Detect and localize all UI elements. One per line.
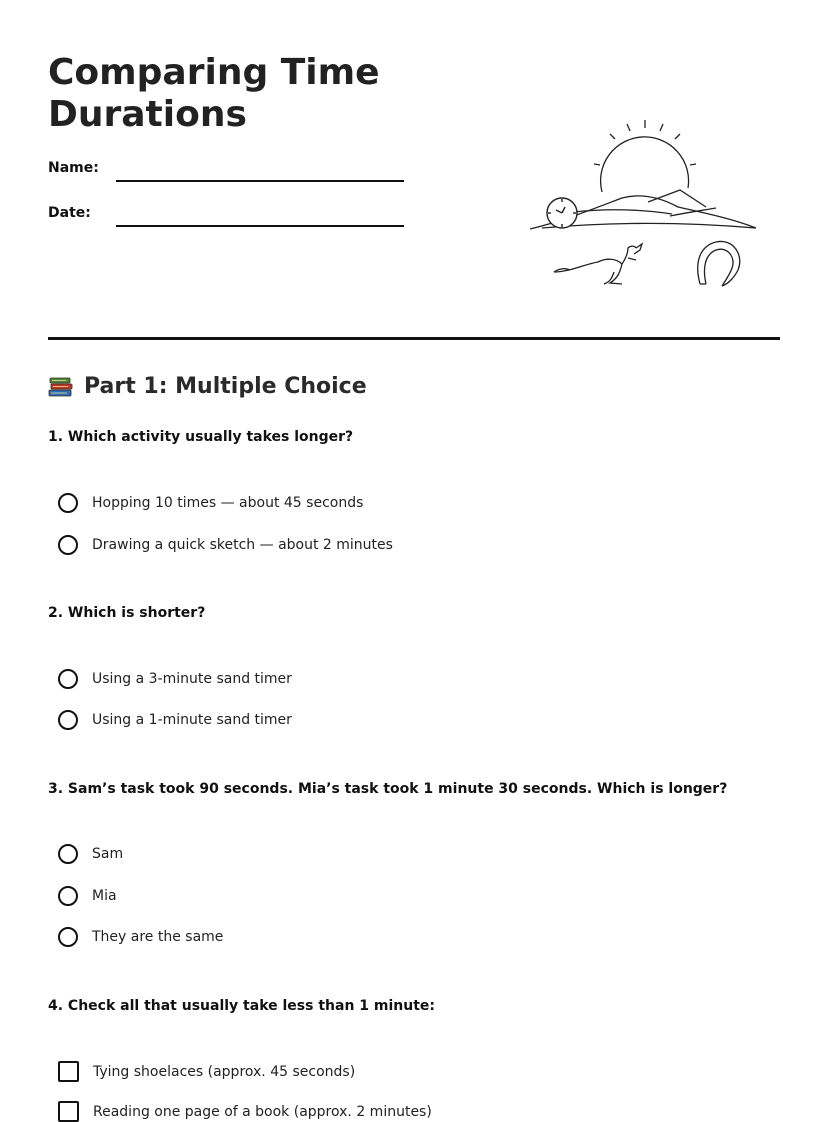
clock-icon: [547, 198, 577, 228]
kangaroo-icon: [554, 244, 642, 284]
question-4: 4. Check all that usually take less than 1 minute:: [48, 998, 436, 1014]
question-1: 1. Which activity usually takes longer?: [48, 429, 354, 445]
option-label: Using a 3-minute sand timer: [92, 671, 292, 687]
option-label: Hopping 10 times — about 45 seconds: [92, 495, 364, 511]
option-q4-a[interactable]: [58, 1061, 355, 1082]
option-label: Using a 1-minute sand timer: [92, 712, 292, 728]
section-divider: [48, 337, 780, 340]
radio-button[interactable]: [58, 886, 78, 906]
option-q3-a[interactable]: [58, 844, 123, 864]
worksheet-title: Comparing Time Durations: [48, 52, 380, 135]
option-q3-c[interactable]: [58, 927, 223, 947]
option-label: Tying shoelaces (approx. 45 seconds): [93, 1063, 356, 1080]
date-field[interactable]: [116, 225, 404, 227]
option-q1-a[interactable]: [58, 493, 363, 513]
option-q2-a[interactable]: [58, 669, 292, 689]
worksheet-page: [48, 0, 780, 1118]
option-q2-b[interactable]: [58, 710, 292, 730]
option-label: Drawing a quick sketch — about 2 minutes: [92, 537, 393, 553]
radio-button[interactable]: [58, 493, 78, 513]
option-label: They are the same: [92, 929, 224, 945]
radio-button[interactable]: [58, 710, 78, 730]
option-q3-b[interactable]: [58, 886, 117, 906]
checkbox[interactable]: [58, 1101, 79, 1122]
question-3: 3. Sam’s task took 90 seconds. Mia’s task took 1 minute 30 seconds. Which is longer?: [48, 781, 728, 797]
radio-button[interactable]: [58, 844, 78, 864]
books-icon: [48, 375, 74, 399]
name-field[interactable]: [116, 180, 404, 182]
option-q1-b[interactable]: [58, 535, 393, 555]
question-2: 2. Which is shorter?: [48, 605, 206, 621]
part1-heading: [48, 374, 367, 399]
option-q4-b[interactable]: [58, 1101, 432, 1122]
outback-illustration: [530, 112, 762, 294]
option-label: Reading one page of a book (approx. 2 minutes): [93, 1103, 432, 1120]
part1-heading-text: Part 1: Multiple Choice: [84, 374, 367, 399]
boomerang-icon: [698, 241, 740, 286]
radio-button[interactable]: [58, 535, 78, 555]
date-label: Date:: [48, 205, 91, 221]
radio-button[interactable]: [58, 927, 78, 947]
checkbox[interactable]: [58, 1061, 79, 1082]
radio-button[interactable]: [58, 669, 78, 689]
option-label: Mia: [92, 888, 117, 904]
name-label: Name:: [48, 160, 99, 176]
sun-icon: [594, 120, 696, 192]
option-label: Sam: [92, 846, 124, 862]
